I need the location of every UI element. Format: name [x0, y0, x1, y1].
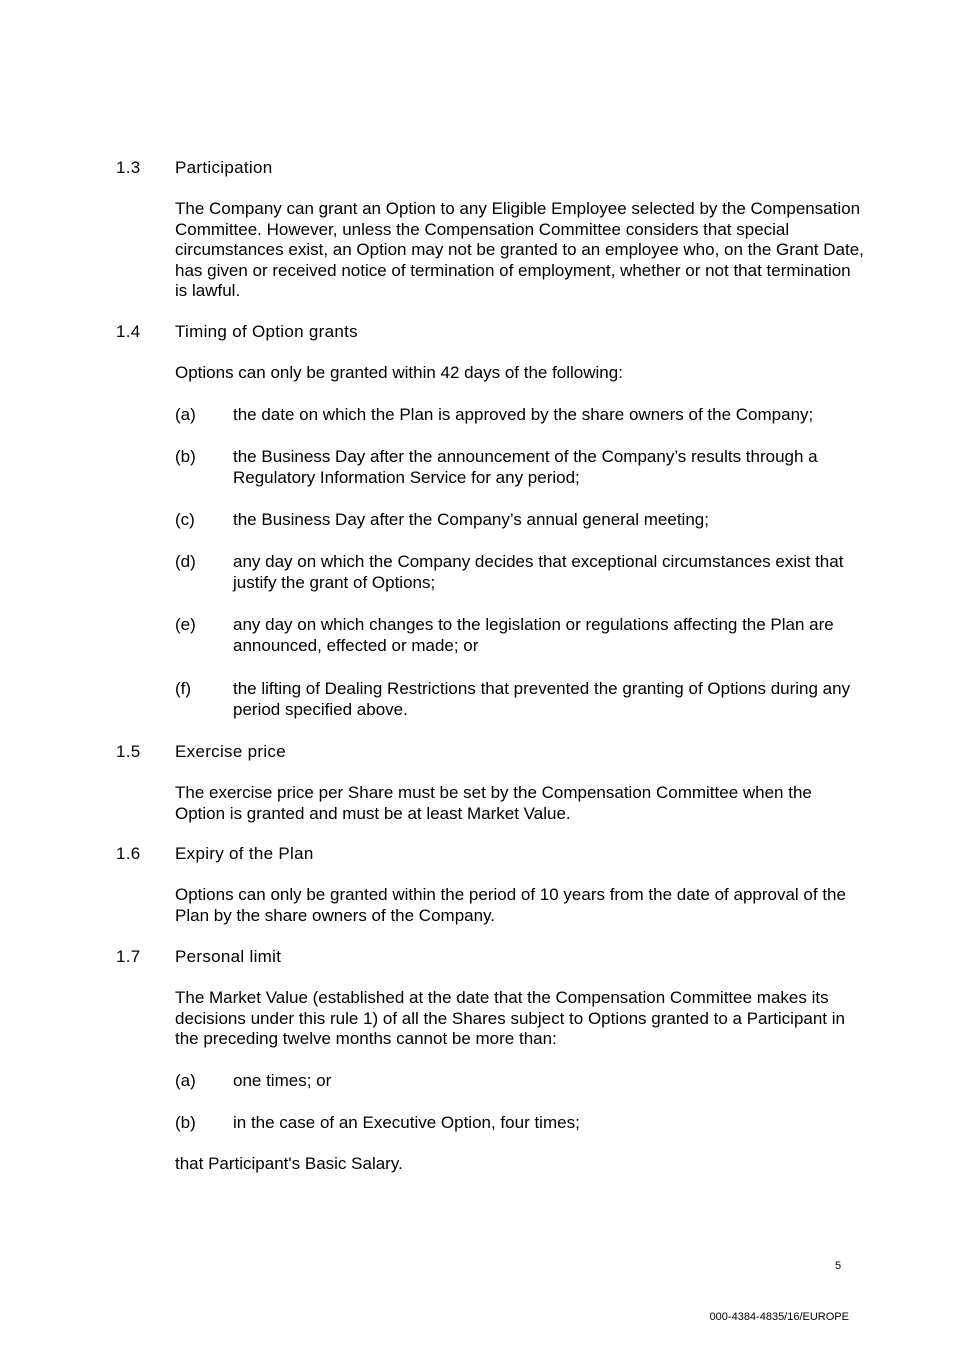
list-item [175, 1070, 865, 1091]
exercise-price-paragraph: The exercise price per Share must be set by the Compensation Committee when the Option is granted and must be at least Market Value. [175, 783, 812, 823]
personal-limit-paragraph: The Market Value (established at the date that the Compensation Committee makes its decisions under this rule 1) of all the Shares subject to Options granted to a Participant in the preceding twelve months cannot be more than: [175, 988, 845, 1049]
list-item [175, 509, 865, 530]
list-item-label: (a) [175, 405, 196, 424]
document-reference: 000-4384-4835/16/EUROPE [709, 1311, 849, 1323]
section-number: 1.6 [116, 844, 141, 863]
list-item-text: in the case of an Executive Option, four times; [233, 1113, 580, 1132]
expiry-paragraph: Options can only be granted within the period of 10 years from the date of approval of the Plan by the share owners of the Company. [175, 885, 846, 925]
section-number: 1.5 [116, 742, 141, 761]
section-heading-personal-limit [116, 947, 281, 967]
section-heading-participation [116, 158, 272, 178]
list-item-text: the Business Day after the Company’s annual general meeting; [233, 510, 709, 529]
list-item-label: (b) [175, 447, 196, 466]
list-item-text: the Business Day after the announcement of the Company’s results through a Regulatory Information Service for any period; [233, 447, 818, 487]
list-item-label: (e) [175, 615, 196, 634]
list-item-text: the lifting of Dealing Restrictions that prevented the granting of Options during any period specified above. [233, 679, 851, 719]
list-item [175, 614, 865, 656]
section-number: 1.4 [116, 322, 141, 341]
participation-paragraph: The Company can grant an Option to any Eligible Employee selected by the Compensation Committee. However, unless the Compensation Committee considers that special circumstances exist, an Option may not be granted to an employee who, on the Grant Date, has given or received notice of termination of employment, whether or not that termination is lawful. [175, 199, 864, 301]
list-item-label: (d) [175, 552, 196, 571]
section-title: Participation [175, 158, 273, 177]
list-item-label: (f) [175, 679, 192, 698]
list-item-text: one times; or [233, 1071, 332, 1090]
section-title: Exercise price [175, 742, 286, 761]
timing-intro-paragraph: Options can only be granted within 42 days of the following: [175, 363, 623, 382]
list-item-label: (c) [175, 510, 195, 529]
page-number: 5 [835, 1260, 842, 1272]
list-item-text: the date on which the Plan is approved by the share owners of the Company; [233, 405, 814, 424]
list-item [175, 551, 865, 593]
section-title: Personal limit [175, 947, 282, 966]
list-item [175, 404, 865, 425]
list-item [175, 1112, 865, 1133]
list-item [175, 446, 865, 488]
section-number: 1.3 [116, 158, 141, 177]
list-item-label: (a) [175, 1071, 196, 1090]
section-number: 1.7 [116, 947, 141, 966]
list-item [175, 678, 865, 720]
list-item-text: any day on which changes to the legislation or regulations affecting the Plan are announced, effected or made; or [233, 615, 834, 655]
list-item-text: any day on which the Company decides that exceptional circumstances exist that justify the grant of Options; [233, 552, 844, 592]
list-item-label: (b) [175, 1113, 196, 1132]
section-heading-timing [116, 322, 358, 342]
section-title: Expiry of the Plan [175, 844, 314, 863]
section-title: Timing of Option grants [175, 322, 358, 341]
section-heading-expiry [116, 844, 314, 864]
personal-limit-closing: that Participant's Basic Salary. [175, 1154, 403, 1173]
section-heading-exercise-price [116, 742, 286, 762]
